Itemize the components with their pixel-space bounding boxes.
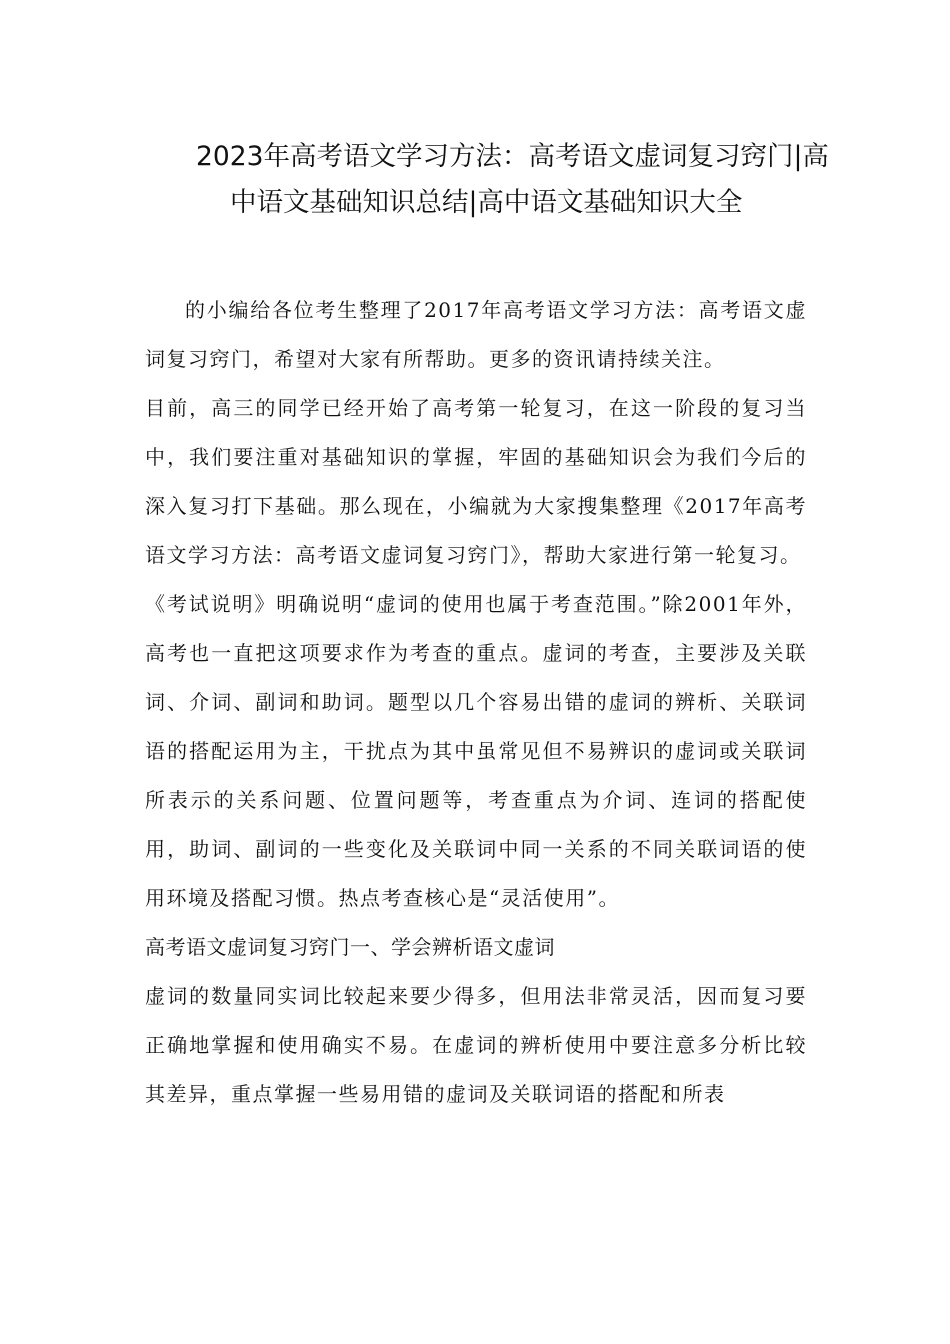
paragraph-intro: 的小编给各位考生整理了2017年高考语文学习方法：高考语文虚词复习窍门，希望对大家有所帮助。更多的资讯请持续关注。 — [145, 298, 807, 371]
document-title — [130, 134, 829, 226]
title-line-2: 中语文基础知识总结|高中语文基础知识大全 — [230, 187, 743, 218]
paragraph-exam-description: 《考试说明》明确说明“虚词的使用也属于考查范围。”除2001年外，高考也一直把这项要求作为考查的重点。虚词的考查，主要涉及关联词、介词、副词和助词。题型以几个容易出错的虚词的辨析、关联词语的搭配运用为主，干扰点为其中虽常见但不易辨识的虚词或关联词所表示的关系问题、位置问题等，考查重点为介词、连词的搭配使用，助词、副词的一些变化及关联词中同一关系的不同关联词语的使用环境及搭配习惯。热点考查核心是“灵活使用”。 — [145, 592, 807, 910]
document-body — [145, 286, 807, 1119]
paragraph-review: 目前，高三的同学已经开始了高考第一轮复习，在这一阶段的复习当中，我们要注重对基础知识的掌握，牢固的基础知识会为我们今后的深入复习打下基础。那么现在，小编就为大家搜集整理《2017年高考语文学习方法：高考语文虚词复习窍门》，帮助大家进行第一轮复习。 — [145, 396, 807, 567]
section-heading: 高考语文虚词复习窍门一、学会辨析语文虚词 — [145, 935, 555, 959]
title-line-1: 2023年高考语文学习方法：高考语文虚词复习窍门|高 — [196, 141, 829, 172]
paragraph-function-words: 虚词的数量同实词比较起来要少得多，但用法非常灵活，因而复习要正确地掌握和使用确实不易。在虚词的辨析使用中要注意多分析比较其差异，重点掌握一些易用错的虚词及关联词语的搭配和所表 — [145, 984, 807, 1106]
